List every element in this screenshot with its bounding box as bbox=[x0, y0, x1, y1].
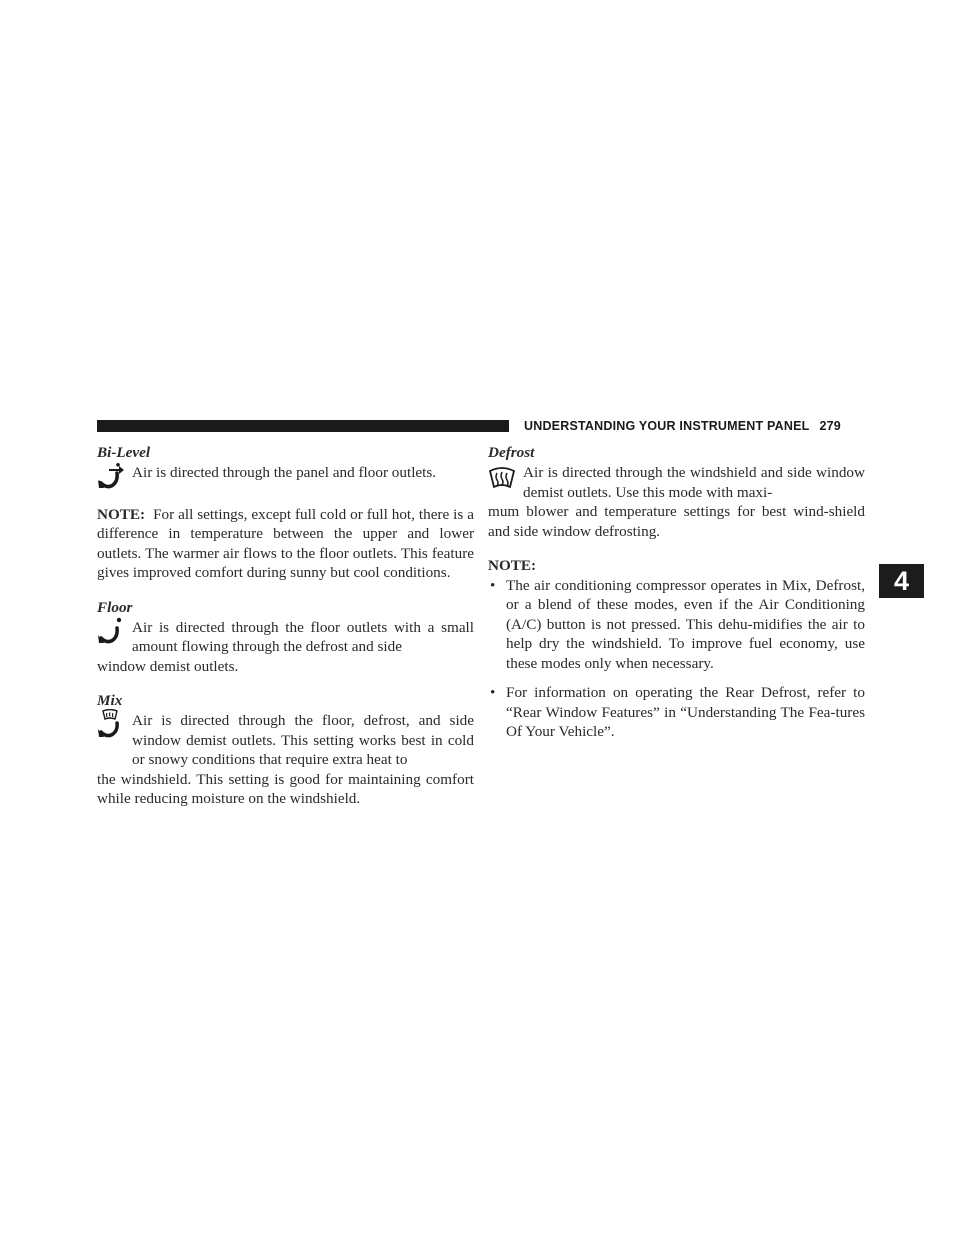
right-note-label: NOTE: bbox=[488, 557, 537, 574]
list-item: • For information on operating the Rear Defrost, refer to “Rear Window Features” in “Understanding The Fea-tures Of Your Vehicle”. bbox=[490, 684, 865, 740]
floor-heading: Floor bbox=[97, 598, 133, 616]
mix-text-rest: the windshield. This setting is good for maintaining comfort while reducing moisture on the windshield. bbox=[97, 770, 474, 807]
floor-text-rest: window demist outlets. bbox=[97, 657, 239, 675]
bilevel-entry bbox=[97, 463, 474, 483]
note-bullet-list bbox=[488, 576, 865, 742]
defrost-heading: Defrost bbox=[488, 444, 535, 461]
bilevel-text: Air is directed through the panel and floor outlets. bbox=[132, 464, 437, 481]
floor-entry bbox=[97, 618, 474, 677]
defrost-icon bbox=[488, 465, 516, 495]
defrost-text-indent: Air is directed through the windshield and side window demist outlets. Use this mode with maxi- bbox=[523, 464, 865, 501]
chapter-tab: 4 bbox=[879, 564, 924, 598]
mix-text-indent: Air is directed through the floor, defrost, and side window demist outlets. This setting works best in cold or snowy conditions that require extra heat to bbox=[132, 712, 474, 768]
page-number: 279 bbox=[819, 419, 841, 433]
note-label: NOTE: bbox=[97, 505, 146, 523]
running-header bbox=[524, 419, 841, 433]
left-note-text: For all settings, except full cold or full hot, there is a difference in temperature between the upper and lower outlets. The warmer air flows to the floor outlets. This feature gives improved comfort during sunny but cool conditions. bbox=[97, 505, 474, 581]
right-column bbox=[488, 443, 865, 742]
floor-airflow-icon bbox=[97, 616, 125, 646]
defrost-entry bbox=[488, 463, 865, 541]
list-item: • The air conditioning compressor operates in Mix, Defrost, or a blend of these modes, even if the Air Conditioning (A/C) button is not pressed. This dehu-midifies the air to help dry the windshield. To improve fuel economy, use these modes only when necessary. bbox=[490, 576, 865, 672]
mix-entry bbox=[97, 711, 474, 809]
floor-text-indent: Air is directed through the floor outlets with a small amount flowing through the defrost and side bbox=[132, 618, 474, 655]
left-column bbox=[97, 443, 474, 809]
mix-heading: Mix bbox=[97, 692, 123, 709]
defrost-text-rest: mum blower and temperature settings for best wind-shield and side window defrosting. bbox=[488, 503, 865, 540]
left-note bbox=[97, 505, 474, 583]
bilevel-heading: Bi-Level bbox=[97, 444, 151, 461]
mix-airflow-icon bbox=[97, 709, 125, 739]
header-rule bbox=[97, 420, 509, 432]
header-title: UNDERSTANDING YOUR INSTRUMENT PANEL bbox=[524, 419, 810, 433]
bi-level-airflow-icon bbox=[97, 463, 125, 493]
